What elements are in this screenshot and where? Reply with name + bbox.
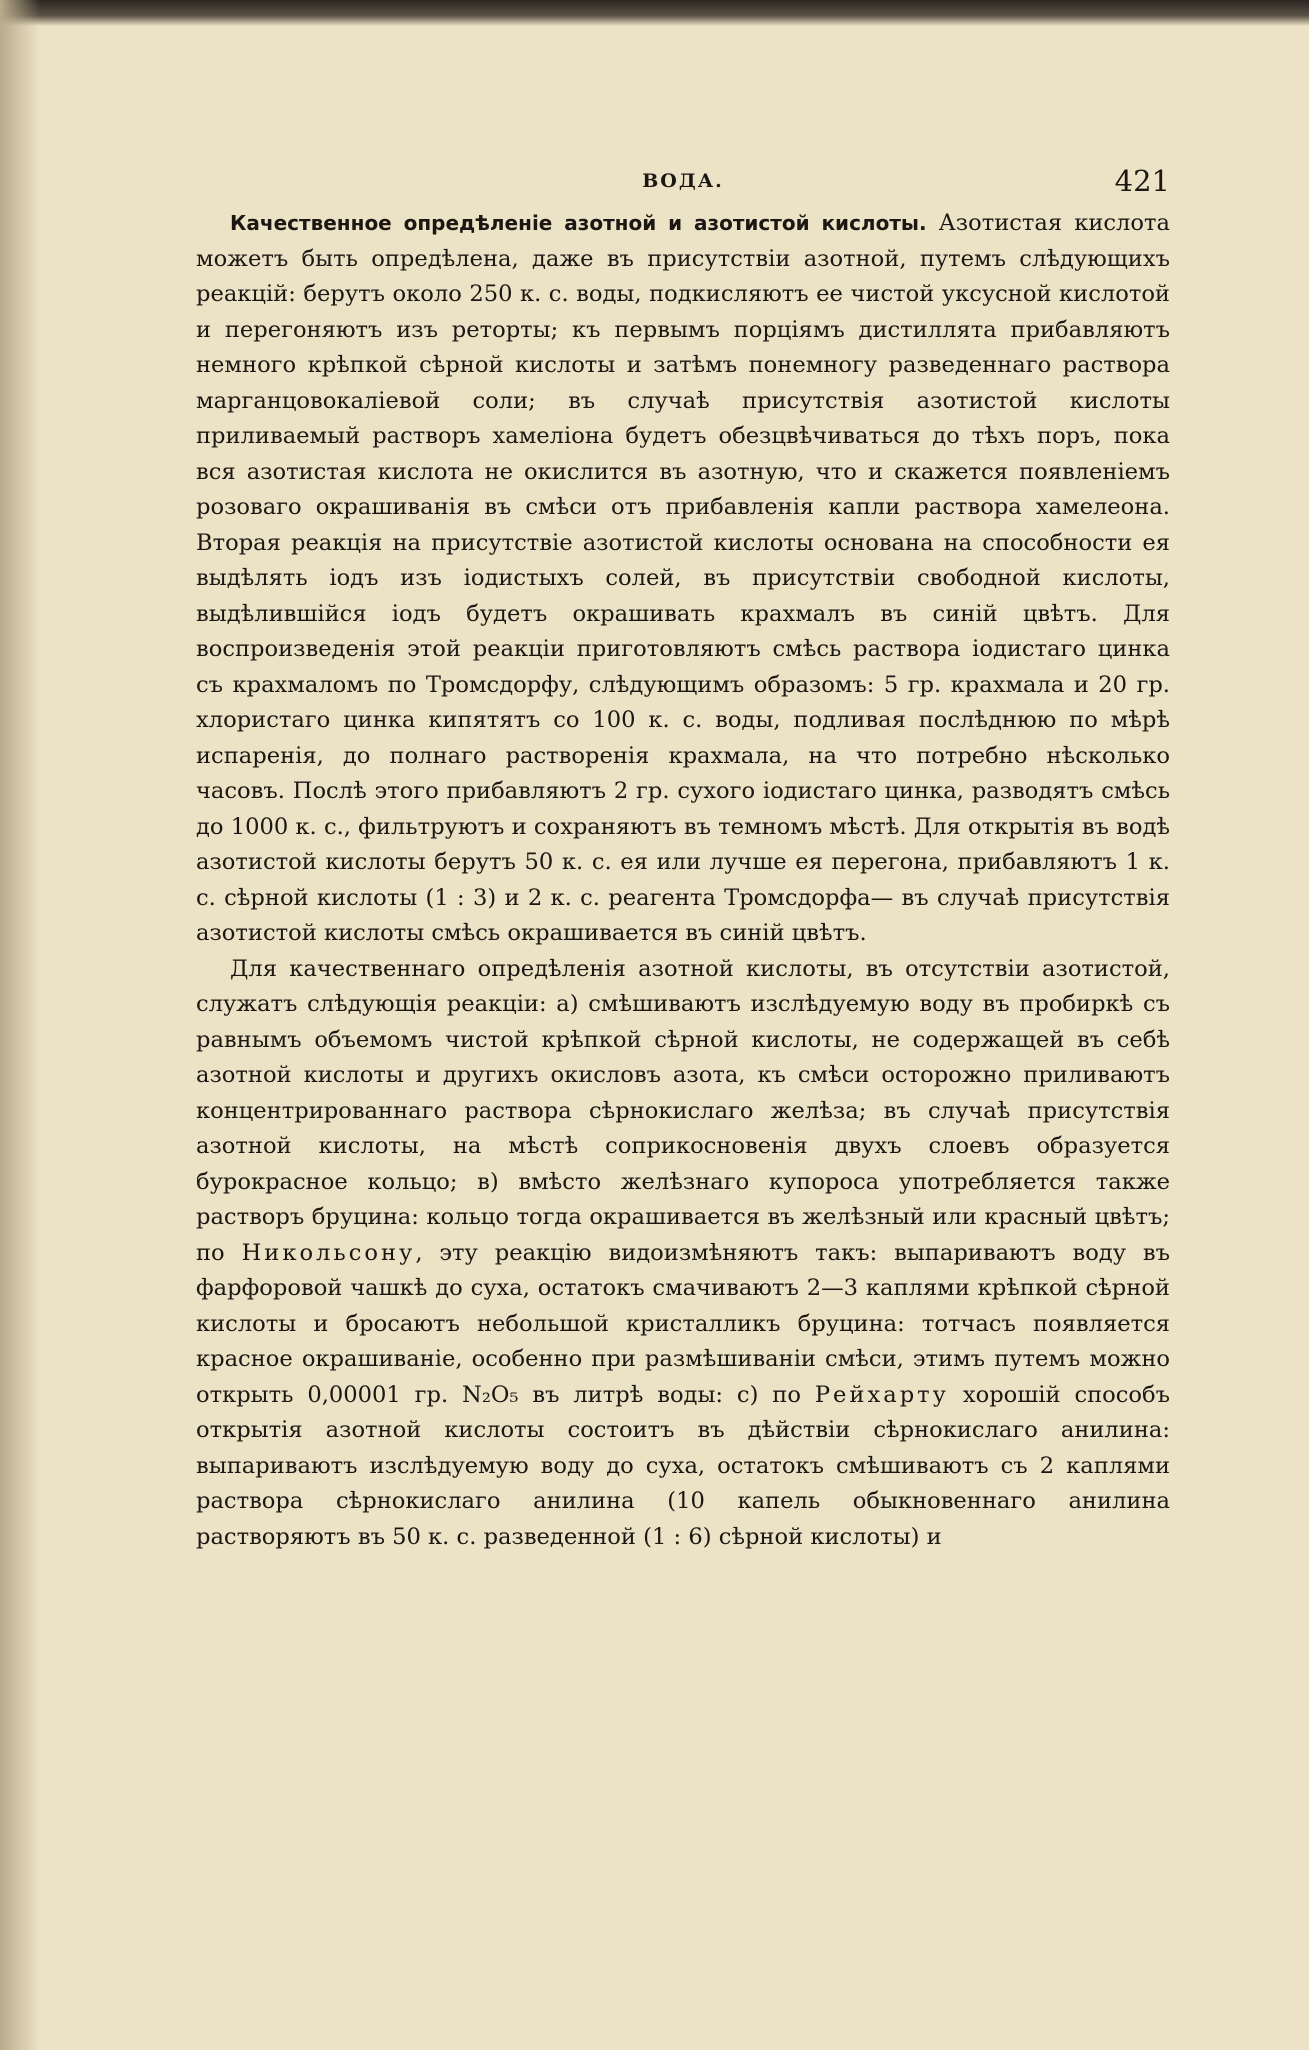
paragraph-qualitative-determination <box>196 206 1170 952</box>
page-number: 421 <box>1114 164 1170 198</box>
author-name-nicholson: Никольсону <box>241 1239 416 1266</box>
running-title: ВОДА. <box>642 170 724 192</box>
book-page <box>196 160 1170 1555</box>
author-name-reichardt: Рейхарту <box>814 1381 949 1408</box>
page-top-edge <box>0 0 1309 26</box>
paragraph-2-part-2: , эту реакцію видоизмѣняютъ такъ: выпариваютъ воду въ фарфоровой чашкѣ до суха, остатокъ смачиваютъ 2—3 каплями крѣпкой сѣрной кислоты и бросаютъ небольшой кристалликъ бруцина: тотчасъ появляется красное окрашиваніе, особенно при размѣшиваніи смѣси, этимъ путемъ можно открыть 0,00001 гр. N₂O₅ въ литрѣ воды: c) по <box>196 1239 1171 1408</box>
paragraph-2-part-3: хорошій способъ открытія азотной кислоты состоитъ въ дѣйствіи сѣрнокислаго анилина: выпариваютъ изслѣдуемую воду до суха, остатокъ смѣшиваютъ съ 2 каплями раствора сѣрнокислаго анилина (10 капель обыкновеннаго анилина растворяютъ въ 50 к. с. разведенной (1 : 6) сѣрной кислоты) и <box>196 1381 1170 1550</box>
section-heading: Качественное опредѣленіе азотной и азотистой кислоты. <box>230 211 927 235</box>
body-text <box>196 206 1170 1555</box>
paragraph-2-part-1: Для качественнаго опредѣленія азотной кислоты, въ отсутствіи азотистой, служатъ слѣдующія реакціи: a) смѣшиваютъ изслѣдуемую воду въ пробиркѣ съ равнымъ объемомъ чистой крѣпкой сѣрной кислоты, не содержащей въ себѣ азотной кислоты и другихъ окисловъ азота, къ смѣси осторожно приливаютъ концентрированнаго раствора сѣрнокислаго желѣза; въ случаѣ присутствія азотной кислоты, на мѣстѣ соприкосновенія двухъ слоевъ образуется бурокрасное кольцо; в) вмѣсто желѣзнаго купороса употребляется также растворъ бруцина: кольцо тогда окрашивается въ желѣзный или красный цвѣтъ; по <box>196 955 1170 1266</box>
running-head <box>196 160 1170 206</box>
paragraph-nitric-acid-reactions <box>196 952 1170 1556</box>
paragraph-1-body: Азотистая кислота можетъ быть опредѣлена, даже въ присутствіи азотной, путемъ слѣдующихъ реакцій: берутъ около 250 к. с. воды, подкисляютъ ее чистой уксусной кислотой и перегоняютъ изъ реторты; къ первымъ порціямъ дистиллята прибавляютъ немного крѣпкой сѣрной кислоты и затѣмъ понемногу разведеннаго раствора марганцовокаліевой соли; въ случаѣ присутствія азотистой кислоты приливаемый растворъ хамеліона будетъ обезцвѣчиваться до тѣхъ поръ, пока вся азотистая кислота не окислится въ азотную, что и скажется появленіемъ розоваго окрашиванія въ смѣси отъ прибавленія капли раствора хамелеона. Вторая реакція на присутствіе азотистой кислоты основана на способности ея выдѣлять іодъ изъ іодистыхъ солей, въ присутствіи свободной кислоты, выдѣлившійся іодъ будетъ окрашивать крахмалъ въ синій цвѣтъ. Для воспроизведенія этой реакціи приготовляютъ смѣсь раствора іодистаго цинка съ крахмаломъ по Тромсдорфу, слѣдующимъ образомъ: 5 гр. крахмала и 20 гр. хлористаго цинка кипятятъ со 100 к. с. воды, подливая послѣднюю по мѣрѣ испаренія, до полнаго растворенія крахмала, на что потребно нѣсколько часовъ. Послѣ этого прибавляютъ 2 гр. сухого іодистаго цинка, разводятъ смѣсь до 1000 к. с., фильтруютъ и сохраняютъ въ темномъ мѣстѣ. Для открытія въ водѣ азотистой кислоты берутъ 50 к. с. ея или лучше ея перегона, прибавляютъ 1 к. с. сѣрной кислоты (1 : 3) и 2 к. с. реагента Тромсдорфа— въ случаѣ присутствія азотистой кислоты смѣсь окрашивается въ синій цвѣтъ. <box>196 210 1170 946</box>
page-left-edge <box>0 0 40 2050</box>
